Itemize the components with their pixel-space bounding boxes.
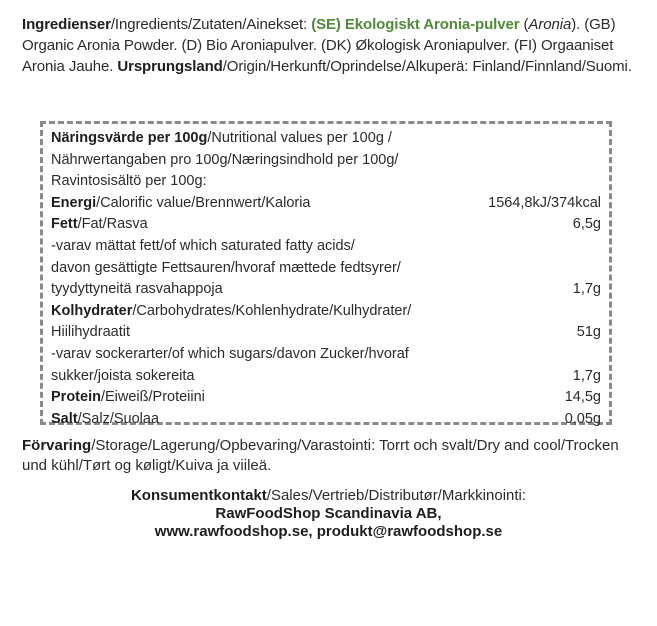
saturated-fat-line-1: -varav mättat fett/of which saturated fatty acids/ [51,237,355,254]
origin-label: Ursprungsland [117,58,223,75]
protein-value: 14,5g [564,389,601,406]
ingredients-label: Ingredienser [22,16,111,33]
salt-label: Salt [51,410,78,427]
saturated-fat-line-2: davon gesättigte Fettsauren/hvoraf mættede fedtsyrer/ [51,259,401,276]
contact-label: Konsumentkontakt [130,487,267,504]
fat-value: 6,5g [572,216,601,233]
latin-name: Aronia [528,16,572,33]
contact-section [0,487,657,541]
nutrition-table [40,121,612,425]
nutrition-header-row-2 [51,150,601,172]
nutrition-header-line-3: Ravintosisältö per 100g: [51,173,207,190]
sugars-line-2: sukker/joista sokereita [51,367,195,384]
storage-text: /Storage/Lagerung/Opbevaring/Varastointi: Torrt och svalt/Dry and cool/Trocken und kühl/Tørt og køligt/Kuiva ja viileä. [22,437,619,474]
carbohydrate-value: 51g [576,324,601,341]
nutrition-header-label: Näringsvärde per 100g [51,130,208,146]
origin-value: Finland/Finnland/Suomi. [472,58,632,75]
other-language-names: (GB) Organic Aronia Powder. (D) Bio Aroniapulver. (DK) Økologisk Aroniapulver. (FI) Orgaaniset Aronia Jauhe. [22,16,616,75]
nutrition-header-line-2: Nährwertangaben pro 100g/Næringsindhold per 100g/ [51,151,399,168]
fat-row [51,214,601,236]
origin-label-translations: /Origin/Herkunft/Oprindelse/Alkuperä: [222,58,473,75]
salt-translations: /Salz/Suolaa [77,410,160,427]
nutrition-header-translations: /Nutritional values per 100g / [207,130,392,146]
carbohydrate-line-2: Hiilihydraatit [51,324,130,341]
protein-label: Protein [51,389,101,406]
website-and-email: www.rawfoodshop.se, produkt@rawfoodshop.se [154,523,503,540]
sugars-row-2 [51,366,601,388]
company-name: RawFoodShop Scandinavia AB, [215,505,442,522]
latin-open: ( [519,16,529,33]
saturated-fat-line-3: tyydyttyneitä rasvahappoja [51,281,223,298]
energy-row [51,193,601,215]
saturated-fat-value: 1,7g [572,281,601,298]
protein-row [51,387,601,409]
saturated-fat-row-3 [51,279,601,301]
saturated-fat-row-1 [51,236,601,258]
fat-label: Fett [51,216,78,233]
storage-section [22,436,642,476]
nutrition-header-row-3 [51,171,601,193]
ingredients-section [22,14,634,77]
sugars-value: 1,7g [572,367,601,384]
sugars-line-1: -varav sockerarter/of which sugars/davon Zucker/hvoraf [51,345,409,362]
latin-close: ). [571,16,585,33]
protein-translations: /Eiweiß/Proteiini [100,389,205,406]
carbohydrate-label: Kolhydrater [51,302,133,319]
ingredients-label-translations: /Ingredients/Zutaten/Ainekset: [110,16,312,33]
swedish-product-name: (SE) Ekologiskt Aronia-pulver [311,16,520,33]
carbohydrate-row-2 [51,322,601,344]
energy-label: Energi [51,194,97,211]
salt-row [51,409,601,431]
energy-value: 1564,8kJ/374kcal [488,194,601,211]
salt-value: 0,05g [564,410,601,427]
carbohydrate-row-1 [51,301,601,323]
sugars-row-1 [51,344,601,366]
saturated-fat-row-2 [51,258,601,280]
energy-translations: /Calorific value/Brennwert/Kaloria [96,194,311,211]
nutrition-header-row-1 [51,128,601,150]
contact-label-translations: /Sales/Vertrieb/Distributør/Markkinointi: [266,487,527,504]
storage-label: Förvaring [22,437,92,454]
carbohydrate-translations: /Carbohydrates/Kohlenhydrate/Kulhydrater/ [132,302,412,319]
fat-translations: /Fat/Rasva [77,216,148,233]
contact-heading [0,487,657,505]
